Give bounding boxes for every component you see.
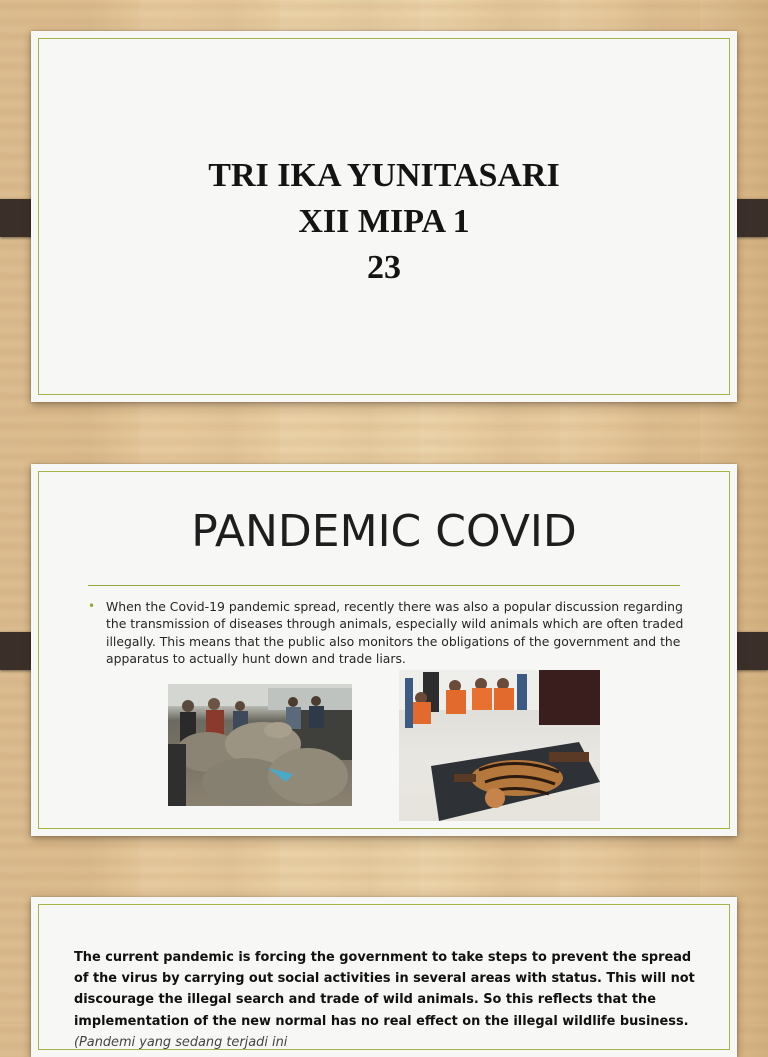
title-slide[interactable] <box>31 31 737 402</box>
discussion-slide[interactable] <box>31 897 737 1057</box>
paragraph-italic-text: (Pandemi yang sedang terjadi ini <box>74 1034 288 1050</box>
bullet-text: When the Covid-19 pandemic spread, recently there was also a popular discussion regarding the transmission of diseases through animals, especially wild animals which are often traded illegally. This means that the public also monitors the obligations of the government and the apparatus to actually hunt down and trade liars. <box>106 599 684 667</box>
bullet-item <box>88 598 696 668</box>
paragraph-bold-text: The current pandemic is forcing the government to take steps to prevent the spread of the virus by carrying out social activities in several areas with status. This will not discourage the illegal search and trade of wild animals. So this reflects that the implementation of the new normal has no real effect on the illegal wildlife business. <box>74 950 695 1029</box>
tiger-photo <box>399 670 600 821</box>
turtles-photo <box>168 684 352 806</box>
pandemic-slide[interactable] <box>31 464 737 836</box>
student-name: TRI IKA YUNITASARI <box>208 157 560 194</box>
bullet-icon: • <box>88 599 96 613</box>
paragraph <box>74 947 696 1053</box>
title-block <box>31 153 737 291</box>
title-divider <box>88 585 680 586</box>
student-number: 23 <box>367 249 401 286</box>
class-name: XII MIPA 1 <box>298 203 470 240</box>
slide-title: PANDEMIC COVID <box>191 506 577 557</box>
